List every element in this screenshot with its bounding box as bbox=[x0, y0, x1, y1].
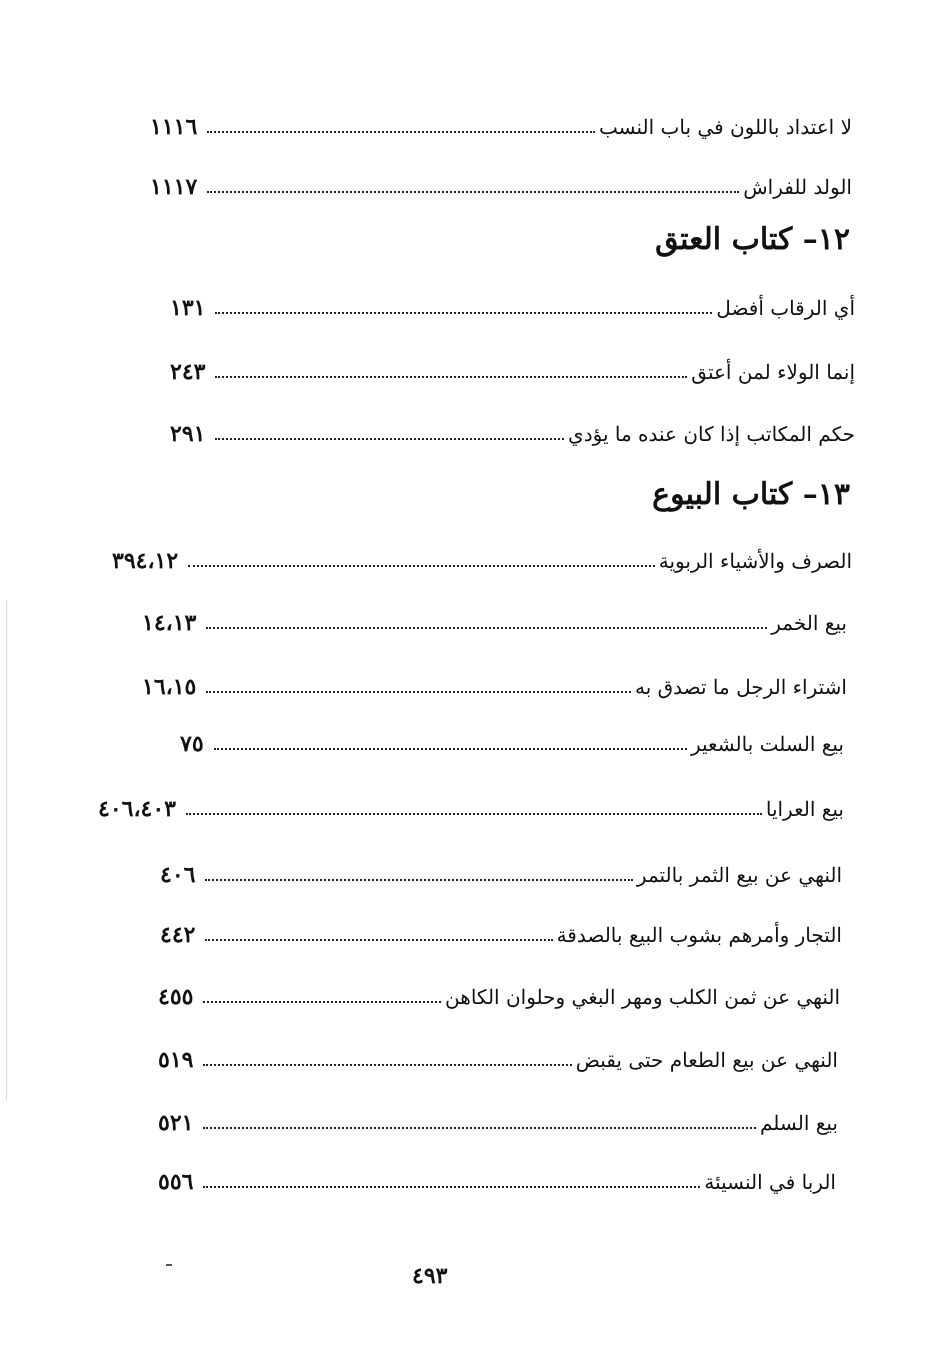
dot-leader bbox=[215, 312, 712, 314]
toc-entry-title: الولد للفراش bbox=[743, 175, 852, 199]
toc-entry-title: حكم المكاتب إذا كان عنده ما يؤدي bbox=[568, 422, 855, 446]
toc-entry-page: ٢٤٣ bbox=[170, 359, 206, 385]
toc-entry-page: ١١١٧ bbox=[150, 174, 198, 200]
toc-entry bbox=[112, 541, 852, 581]
toc-entry bbox=[142, 667, 847, 707]
toc-entry-title: بيع الخمر bbox=[771, 611, 847, 635]
toc-entry-page: ٥٥٦ bbox=[158, 1169, 194, 1195]
toc-entry-title: لا اعتداد باللون في باب النسب bbox=[599, 115, 852, 139]
toc-entry bbox=[160, 915, 842, 955]
dot-leader bbox=[203, 1127, 756, 1129]
toc-entry bbox=[142, 603, 847, 643]
dot-leader bbox=[203, 1001, 441, 1003]
dot-leader bbox=[205, 939, 552, 941]
section-heading: ١٢– كتاب العتق bbox=[655, 222, 850, 257]
dot-leader bbox=[188, 565, 655, 567]
dot-leader bbox=[203, 1064, 571, 1066]
toc-entry bbox=[170, 352, 855, 392]
toc-entry-title: الصرف والأشياء الربوية bbox=[658, 549, 852, 573]
toc-entry-page: ٤٥٥ bbox=[158, 984, 194, 1010]
toc-entry-title: التجار وأمرهم بشوب البيع بالصدقة bbox=[556, 923, 842, 947]
dot-leader bbox=[203, 1186, 700, 1188]
toc-entry-title: بيع العرايا bbox=[765, 797, 844, 821]
toc-entry bbox=[170, 414, 855, 454]
toc-entry bbox=[150, 107, 852, 147]
toc-entry-page: ٤٤٢ bbox=[160, 922, 196, 948]
toc-entry-title: الربا في النسيئة bbox=[704, 1170, 836, 1194]
toc-entry-page: ٤٠٦،٤٠٣ bbox=[98, 796, 176, 822]
dot-leader bbox=[215, 438, 564, 440]
dot-leader bbox=[206, 691, 631, 693]
toc-entry-page: ٤٠٦ bbox=[160, 862, 196, 888]
dot-leader bbox=[207, 131, 595, 133]
toc-entry-page: ٢٩١ bbox=[170, 421, 206, 447]
toc-entry-title: إنما الولاء لمن أعتق bbox=[691, 360, 855, 384]
toc-entry-title: بيع السلم bbox=[759, 1111, 838, 1135]
toc-entry-title: اشتراء الرجل ما تصدق به bbox=[635, 675, 847, 699]
toc-entry-title: النهي عن بيع الطعام حتى يقبض bbox=[575, 1048, 838, 1072]
toc-entry-page: ١٦،١٥ bbox=[142, 674, 197, 700]
toc-entry bbox=[158, 1162, 836, 1202]
toc-entry bbox=[160, 855, 842, 895]
toc-entry bbox=[158, 1103, 838, 1143]
toc-entry-page: ٧٥ bbox=[180, 731, 204, 757]
toc-entry-page: ١٣١ bbox=[170, 295, 206, 321]
toc-entry bbox=[158, 1040, 838, 1080]
toc-entry-title: أي الرقاب أفضل bbox=[716, 296, 855, 320]
toc-entry-page: ١١١٦ bbox=[150, 114, 198, 140]
page-number: ٤٩٣ bbox=[412, 1263, 448, 1289]
toc-entry bbox=[150, 167, 852, 207]
toc-entry-title: النهي عن ثمن الكلب ومهر البغي وحلوان الكاهن bbox=[445, 985, 840, 1009]
toc-entry-title: النهي عن بيع الثمر بالتمر bbox=[636, 863, 842, 887]
toc-entry-page: ٥٢١ bbox=[158, 1110, 194, 1136]
toc-entry bbox=[158, 977, 840, 1017]
toc-entry bbox=[98, 789, 844, 829]
dot-leader bbox=[215, 376, 687, 378]
toc-entry bbox=[180, 724, 844, 764]
dot-leader bbox=[207, 191, 739, 193]
dot-leader bbox=[186, 813, 762, 815]
toc-entry-page: ١٤،١٣ bbox=[142, 610, 197, 636]
page-edge-shadow bbox=[6, 600, 7, 1100]
dot-leader bbox=[206, 627, 767, 629]
dot-leader bbox=[205, 879, 632, 881]
dot-leader bbox=[214, 748, 687, 750]
toc-entry-page: ٣٩٤،١٢ bbox=[112, 548, 179, 574]
toc-entry bbox=[170, 288, 855, 328]
toc-entry-page: ٥١٩ bbox=[158, 1047, 194, 1073]
section-heading: ١٣– كتاب البيوع bbox=[652, 477, 850, 512]
print-speck bbox=[166, 1264, 172, 1266]
toc-entry-title: بيع السلت بالشعير bbox=[690, 732, 844, 756]
